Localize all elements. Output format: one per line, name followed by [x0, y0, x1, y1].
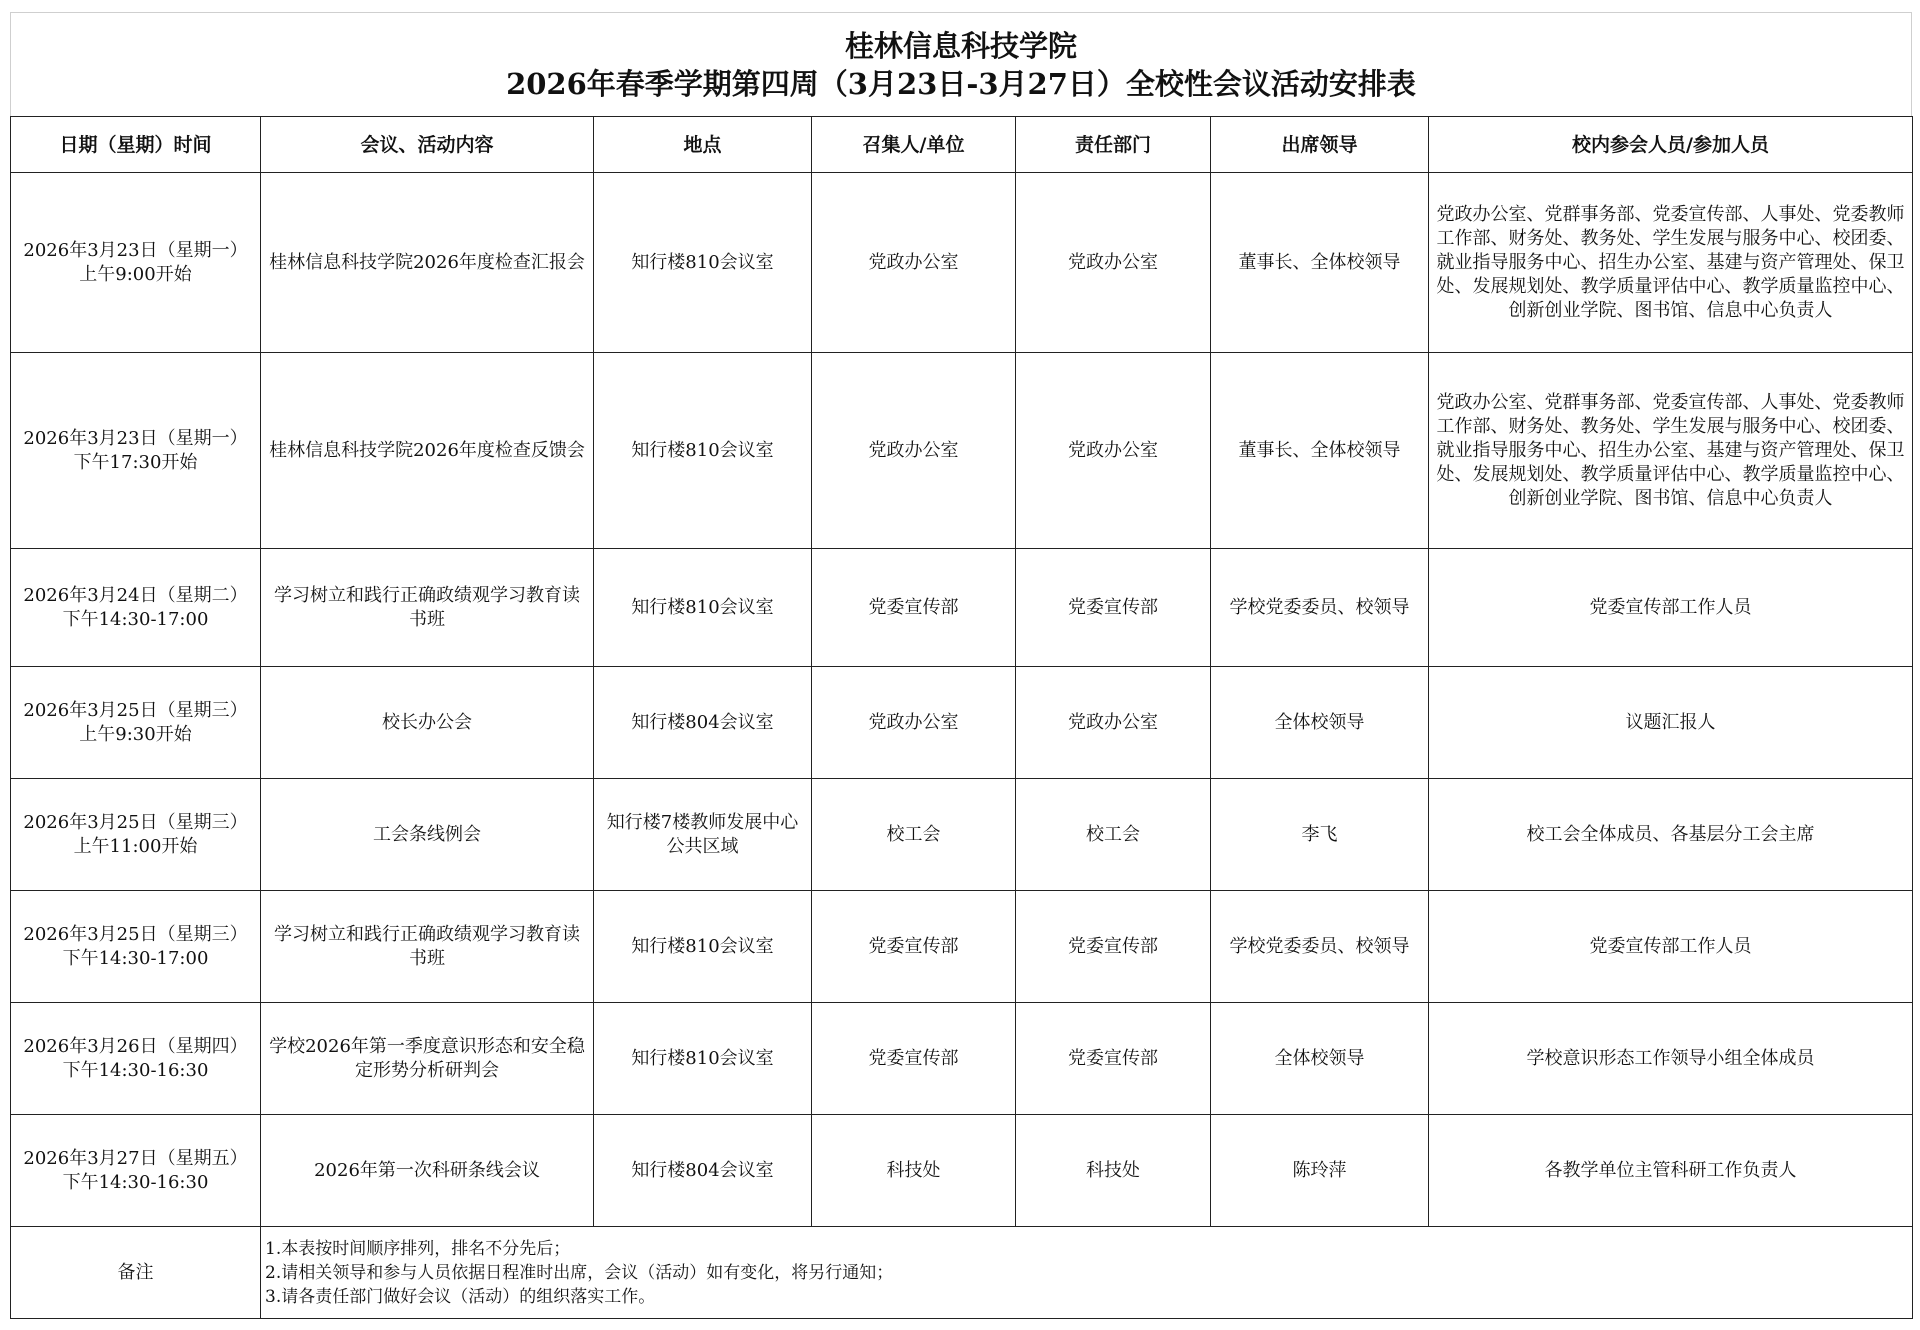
table-row: [11, 667, 1913, 779]
leaders-cell: 李飞: [1211, 779, 1429, 891]
table-row: [11, 779, 1913, 891]
date-text: 2026年3月23日（星期一）: [23, 239, 248, 261]
schedule-title: 2026年春季学期第四周（3月23日-3月27日）全校性会议活动安排表: [506, 67, 1416, 101]
leaders-cell: 董事长、全体校领导: [1211, 173, 1429, 353]
time-text: 下午14:30-17:00: [62, 608, 209, 630]
participants-cell: 学校意识形态工作领导小组全体成员: [1429, 1003, 1913, 1115]
date-cell: [11, 891, 261, 1003]
convener-cell: 党委宣传部: [812, 549, 1016, 667]
department-cell: 党政办公室: [1016, 173, 1211, 353]
header-convener: 召集人/单位: [812, 117, 1016, 173]
location-cell: 知行楼810会议室: [594, 173, 812, 353]
header-participants: 校内参会人员/参加人员: [1429, 117, 1913, 173]
date-cell: [11, 1115, 261, 1227]
leaders-cell: 董事长、全体校领导: [1211, 353, 1429, 549]
date-cell: [11, 549, 261, 667]
header-department: 责任部门: [1016, 117, 1211, 173]
leaders-cell: 学校党委委员、校领导: [1211, 549, 1429, 667]
remarks-label: 备注: [11, 1227, 261, 1319]
department-cell: 党政办公室: [1016, 353, 1211, 549]
schedule-sheet: [10, 12, 1912, 1319]
leaders-cell: 陈玲萍: [1211, 1115, 1429, 1227]
header-content: 会议、活动内容: [261, 117, 594, 173]
convener-cell: 党委宣传部: [812, 891, 1016, 1003]
time-text: 下午14:30-17:00: [62, 947, 209, 969]
table-row: [11, 173, 1913, 353]
location-cell: 知行楼804会议室: [594, 1115, 812, 1227]
leaders-cell: 学校党委委员、校领导: [1211, 891, 1429, 1003]
location-cell: 知行楼804会议室: [594, 667, 812, 779]
department-cell: 党委宣传部: [1016, 891, 1211, 1003]
header-leaders: 出席领导: [1211, 117, 1429, 173]
content-cell: 桂林信息科技学院2026年度检查反馈会: [261, 353, 594, 549]
location-cell: 知行楼810会议室: [594, 891, 812, 1003]
location-cell: 知行楼810会议室: [594, 353, 812, 549]
participants-cell: 党政办公室、党群事务部、党委宣传部、人事处、党委教师工作部、财务处、教务处、学生发展与服务中心、校团委、就业指导服务中心、招生办公室、基建与资产管理处、保卫处、发展规划处、教学质量评估中心、教学质量监控中心、创新创业学院、图书馆、信息中心负责人: [1429, 353, 1913, 549]
school-name: 桂林信息科技学院: [844, 29, 1077, 63]
date-text: 2026年3月25日（星期三）: [23, 699, 248, 721]
department-cell: 科技处: [1016, 1115, 1211, 1227]
time-text: 下午17:30开始: [73, 451, 198, 473]
participants-cell: 党委宣传部工作人员: [1429, 549, 1913, 667]
convener-cell: 党政办公室: [812, 667, 1016, 779]
date-text: 2026年3月25日（星期三）: [23, 811, 248, 833]
date-cell: [11, 667, 261, 779]
header-row: [11, 117, 1913, 173]
convener-cell: 科技处: [812, 1115, 1016, 1227]
convener-cell: 党委宣传部: [812, 1003, 1016, 1115]
participants-cell: 党政办公室、党群事务部、党委宣传部、人事处、党委教师工作部、财务处、教务处、学生发展与服务中心、校团委、就业指导服务中心、招生办公室、基建与资产管理处、保卫处、发展规划处、教学质量评估中心、教学质量监控中心、创新创业学院、图书馆、信息中心负责人: [1429, 173, 1913, 353]
remark-line: 2.请相关领导和参与人员依据日程准时出席，会议（活动）如有变化，将另行通知；: [265, 1262, 894, 1283]
date-text: 2026年3月27日（星期五）: [23, 1147, 248, 1169]
content-cell: 学习树立和践行正确政绩观学习教育读书班: [261, 549, 594, 667]
title-block: [10, 12, 1912, 116]
participants-cell: 校工会全体成员、各基层分工会主席: [1429, 779, 1913, 891]
header-location: 地点: [594, 117, 812, 173]
date-text: 2026年3月24日（星期二）: [23, 584, 248, 606]
remarks-row: [11, 1227, 1913, 1319]
date-cell: [11, 173, 261, 353]
table-row: [11, 549, 1913, 667]
department-cell: 党政办公室: [1016, 667, 1211, 779]
content-cell: 学校2026年第一季度意识形态和安全稳定形势分析研判会: [261, 1003, 594, 1115]
content-cell: 学习树立和践行正确政绩观学习教育读书班: [261, 891, 594, 1003]
time-text: 上午9:00开始: [79, 263, 192, 285]
table-row: [11, 1003, 1913, 1115]
table-row: [11, 891, 1913, 1003]
content-cell: 工会条线例会: [261, 779, 594, 891]
table-row: [11, 1115, 1913, 1227]
date-cell: [11, 353, 261, 549]
date-cell: [11, 1003, 261, 1115]
participants-cell: 各教学单位主管科研工作负责人: [1429, 1115, 1913, 1227]
convener-cell: 党政办公室: [812, 173, 1016, 353]
department-cell: 党委宣传部: [1016, 549, 1211, 667]
participants-cell: 党委宣传部工作人员: [1429, 891, 1913, 1003]
time-text: 上午9:30开始: [79, 723, 192, 745]
header-date: 日期（星期）时间: [11, 117, 261, 173]
location-cell: 知行楼7楼教师发展中心公共区域: [594, 779, 812, 891]
table-row: [11, 353, 1913, 549]
location-cell: 知行楼810会议室: [594, 1003, 812, 1115]
date-text: 2026年3月23日（星期一）: [23, 427, 248, 449]
remark-line: 1.本表按时间顺序排列，排名不分先后；: [265, 1238, 571, 1259]
department-cell: 党委宣传部: [1016, 1003, 1211, 1115]
schedule-table: [10, 116, 1913, 1319]
convener-cell: 校工会: [812, 779, 1016, 891]
time-text: 下午14:30-16:30: [62, 1059, 209, 1081]
leaders-cell: 全体校领导: [1211, 1003, 1429, 1115]
time-text: 下午14:30-16:30: [62, 1171, 209, 1193]
content-cell: 校长办公会: [261, 667, 594, 779]
remark-line: 3.请各责任部门做好会议（活动）的组织落实工作。: [265, 1286, 656, 1307]
date-text: 2026年3月26日（星期四）: [23, 1035, 248, 1057]
department-cell: 校工会: [1016, 779, 1211, 891]
participants-cell: 议题汇报人: [1429, 667, 1913, 779]
date-text: 2026年3月25日（星期三）: [23, 923, 248, 945]
location-cell: 知行楼810会议室: [594, 549, 812, 667]
content-cell: 桂林信息科技学院2026年度检查汇报会: [261, 173, 594, 353]
convener-cell: 党政办公室: [812, 353, 1016, 549]
content-cell: 2026年第一次科研条线会议: [261, 1115, 594, 1227]
leaders-cell: 全体校领导: [1211, 667, 1429, 779]
time-text: 上午11:00开始: [73, 835, 198, 857]
date-cell: [11, 779, 261, 891]
remarks-content: [261, 1227, 1913, 1319]
